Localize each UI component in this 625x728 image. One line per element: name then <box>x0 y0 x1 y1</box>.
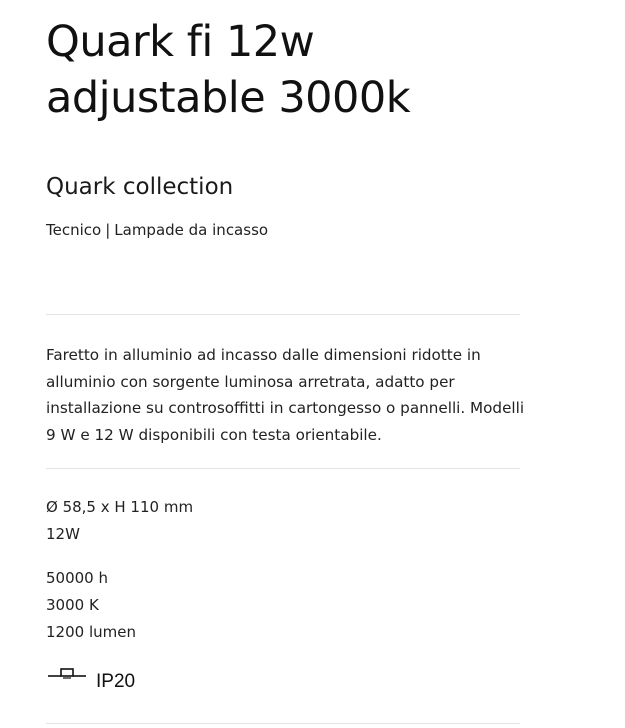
breadcrumb-category-link[interactable]: Tecnico <box>46 221 102 239</box>
product-title-line-2: adjustable 3000k <box>46 73 411 123</box>
divider-top <box>46 314 520 315</box>
product-title <box>46 14 606 126</box>
spec-color-temperature: 3000 K <box>46 596 99 614</box>
product-description: Faretto in alluminio ad incasso dalle dimensioni ridotte in alluminio con sorgente luminosa arretrata, adatto per installazione su controsoffitti in cartongesso o pannelli. Modelli 9 W e 12 W disponibili con testa orientabile. <box>46 346 525 444</box>
breadcrumb-subcategory-link[interactable]: Lampade da incasso <box>114 221 269 239</box>
specs-group-light <box>46 565 136 646</box>
protection-rating-row <box>46 662 246 698</box>
divider-bottom <box>46 723 520 724</box>
product-title-line-1: Quark fi 12w <box>46 17 315 67</box>
ip-rating-label: IP20 <box>96 671 136 692</box>
spec-lifetime: 50000 h <box>46 569 108 587</box>
collection-name: Quark collection <box>46 174 234 200</box>
recessed-installation-icon <box>48 666 86 680</box>
specs-group-size <box>46 494 193 548</box>
spec-power: 12W <box>46 525 80 543</box>
divider-middle <box>46 468 520 469</box>
spec-dimensions: Ø 58,5 x H 110 mm <box>46 498 194 516</box>
spec-luminous-flux: 1200 lumen <box>46 623 136 641</box>
breadcrumb <box>46 220 268 240</box>
breadcrumb-separator: | <box>105 221 111 239</box>
